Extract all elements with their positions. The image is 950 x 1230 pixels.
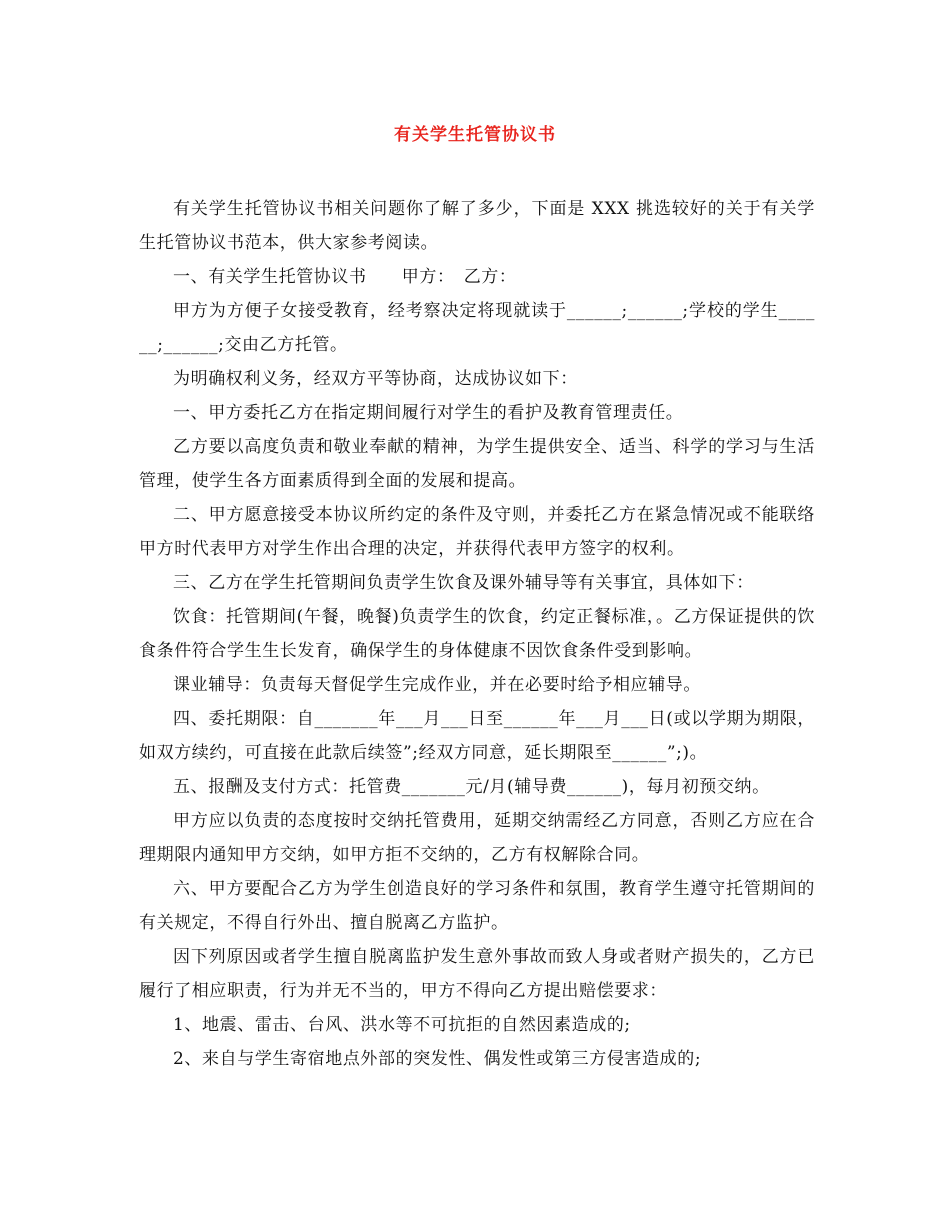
paragraph-liability: 因下列原因或者学生擅自脱离监护发生意外事故而致人身或者财产损失的，乙方已履行了相应职责，行为并无不当的，甲方不得向乙方提出赔偿要求： bbox=[139, 947, 815, 1001]
paragraph-meals: 饮食：托管期间(午餐，晚餐)负责学生的饮食，约定正餐标准，。乙方保证提供的饮食条件符合学生生长发育，确保学生的身体健康不因饮食条件受到影响。 bbox=[139, 607, 815, 661]
paragraph-parties: 一、有关学生托管协议书 甲方： 乙方： bbox=[173, 267, 517, 287]
paragraph-agreement: 为明确权利义务，经双方平等协商，达成协议如下： bbox=[173, 369, 578, 389]
paragraph-clause-3: 三、乙方在学生托管期间负责学生饮食及课外辅导等有关事宜，具体如下： bbox=[173, 573, 754, 593]
paragraph-clause-4: 四、委托期限：自_______年___月___日至______年___月___日(或以学期为期限，如双方续约，可直接在此款后续签”;经双方同意，延长期限至______”;)。 bbox=[139, 709, 815, 763]
paragraph-item-1: 1、地震、雷击、台风、洪水等不可抗拒的自然因素造成的; bbox=[173, 1015, 631, 1035]
paragraph-clause-5: 五、报酬及支付方式：托管费_______元/月(辅导费______)，每月初预交纳。 bbox=[173, 777, 770, 797]
paragraph-clause-1-detail: 乙方要以高度负责和敬业奉献的精神，为学生提供安全、适当、科学的学习与生活管理，使学生各方面素质得到全面的发展和提高。 bbox=[139, 437, 815, 491]
paragraph-clause-6: 六、甲方要配合乙方为学生创造良好的学习条件和氛围，教育学生遵守托管期间的有关规定，不得自行外出、擅自脱离乙方监护。 bbox=[139, 879, 815, 933]
document-body bbox=[139, 192, 815, 1076]
paragraph-clause-2: 二、甲方愿意接受本协议所约定的条件及守则，并委托乙方在紧急情况或不能联络甲方时代表甲方对学生作出合理的决定，并获得代表甲方签字的权利。 bbox=[139, 505, 815, 559]
paragraph-item-2: 2、来自与学生寄宿地点外部的突发性、偶发性或第三方侵害造成的; bbox=[173, 1049, 702, 1069]
paragraph-school: 甲方为方便子女接受教育，经考察决定将现就读于______;______;学校的学生______;______;交由乙方托管。 bbox=[139, 301, 815, 355]
paragraph-clause-1: 一、甲方委托乙方在指定期间履行对学生的看护及教育管理责任。 bbox=[173, 403, 684, 423]
paragraph-payment: 甲方应以负责的态度按时交纳托管费用，延期交纳需经乙方同意，否则乙方应在合理期限内通知甲方交纳，如甲方拒不交纳的，乙方有权解除合同。 bbox=[139, 811, 815, 865]
paragraph-tutoring: 课业辅导：负责每天督促学生完成作业，并在必要时给予相应辅导。 bbox=[173, 675, 701, 695]
document-title: 有关学生托管协议书 bbox=[394, 125, 556, 145]
paragraph-intro: 有关学生托管协议书相关问题你了解了多少，下面是 XXX 挑选较好的关于有关学生托管协议书范本，供大家参考阅读。 bbox=[139, 199, 815, 253]
